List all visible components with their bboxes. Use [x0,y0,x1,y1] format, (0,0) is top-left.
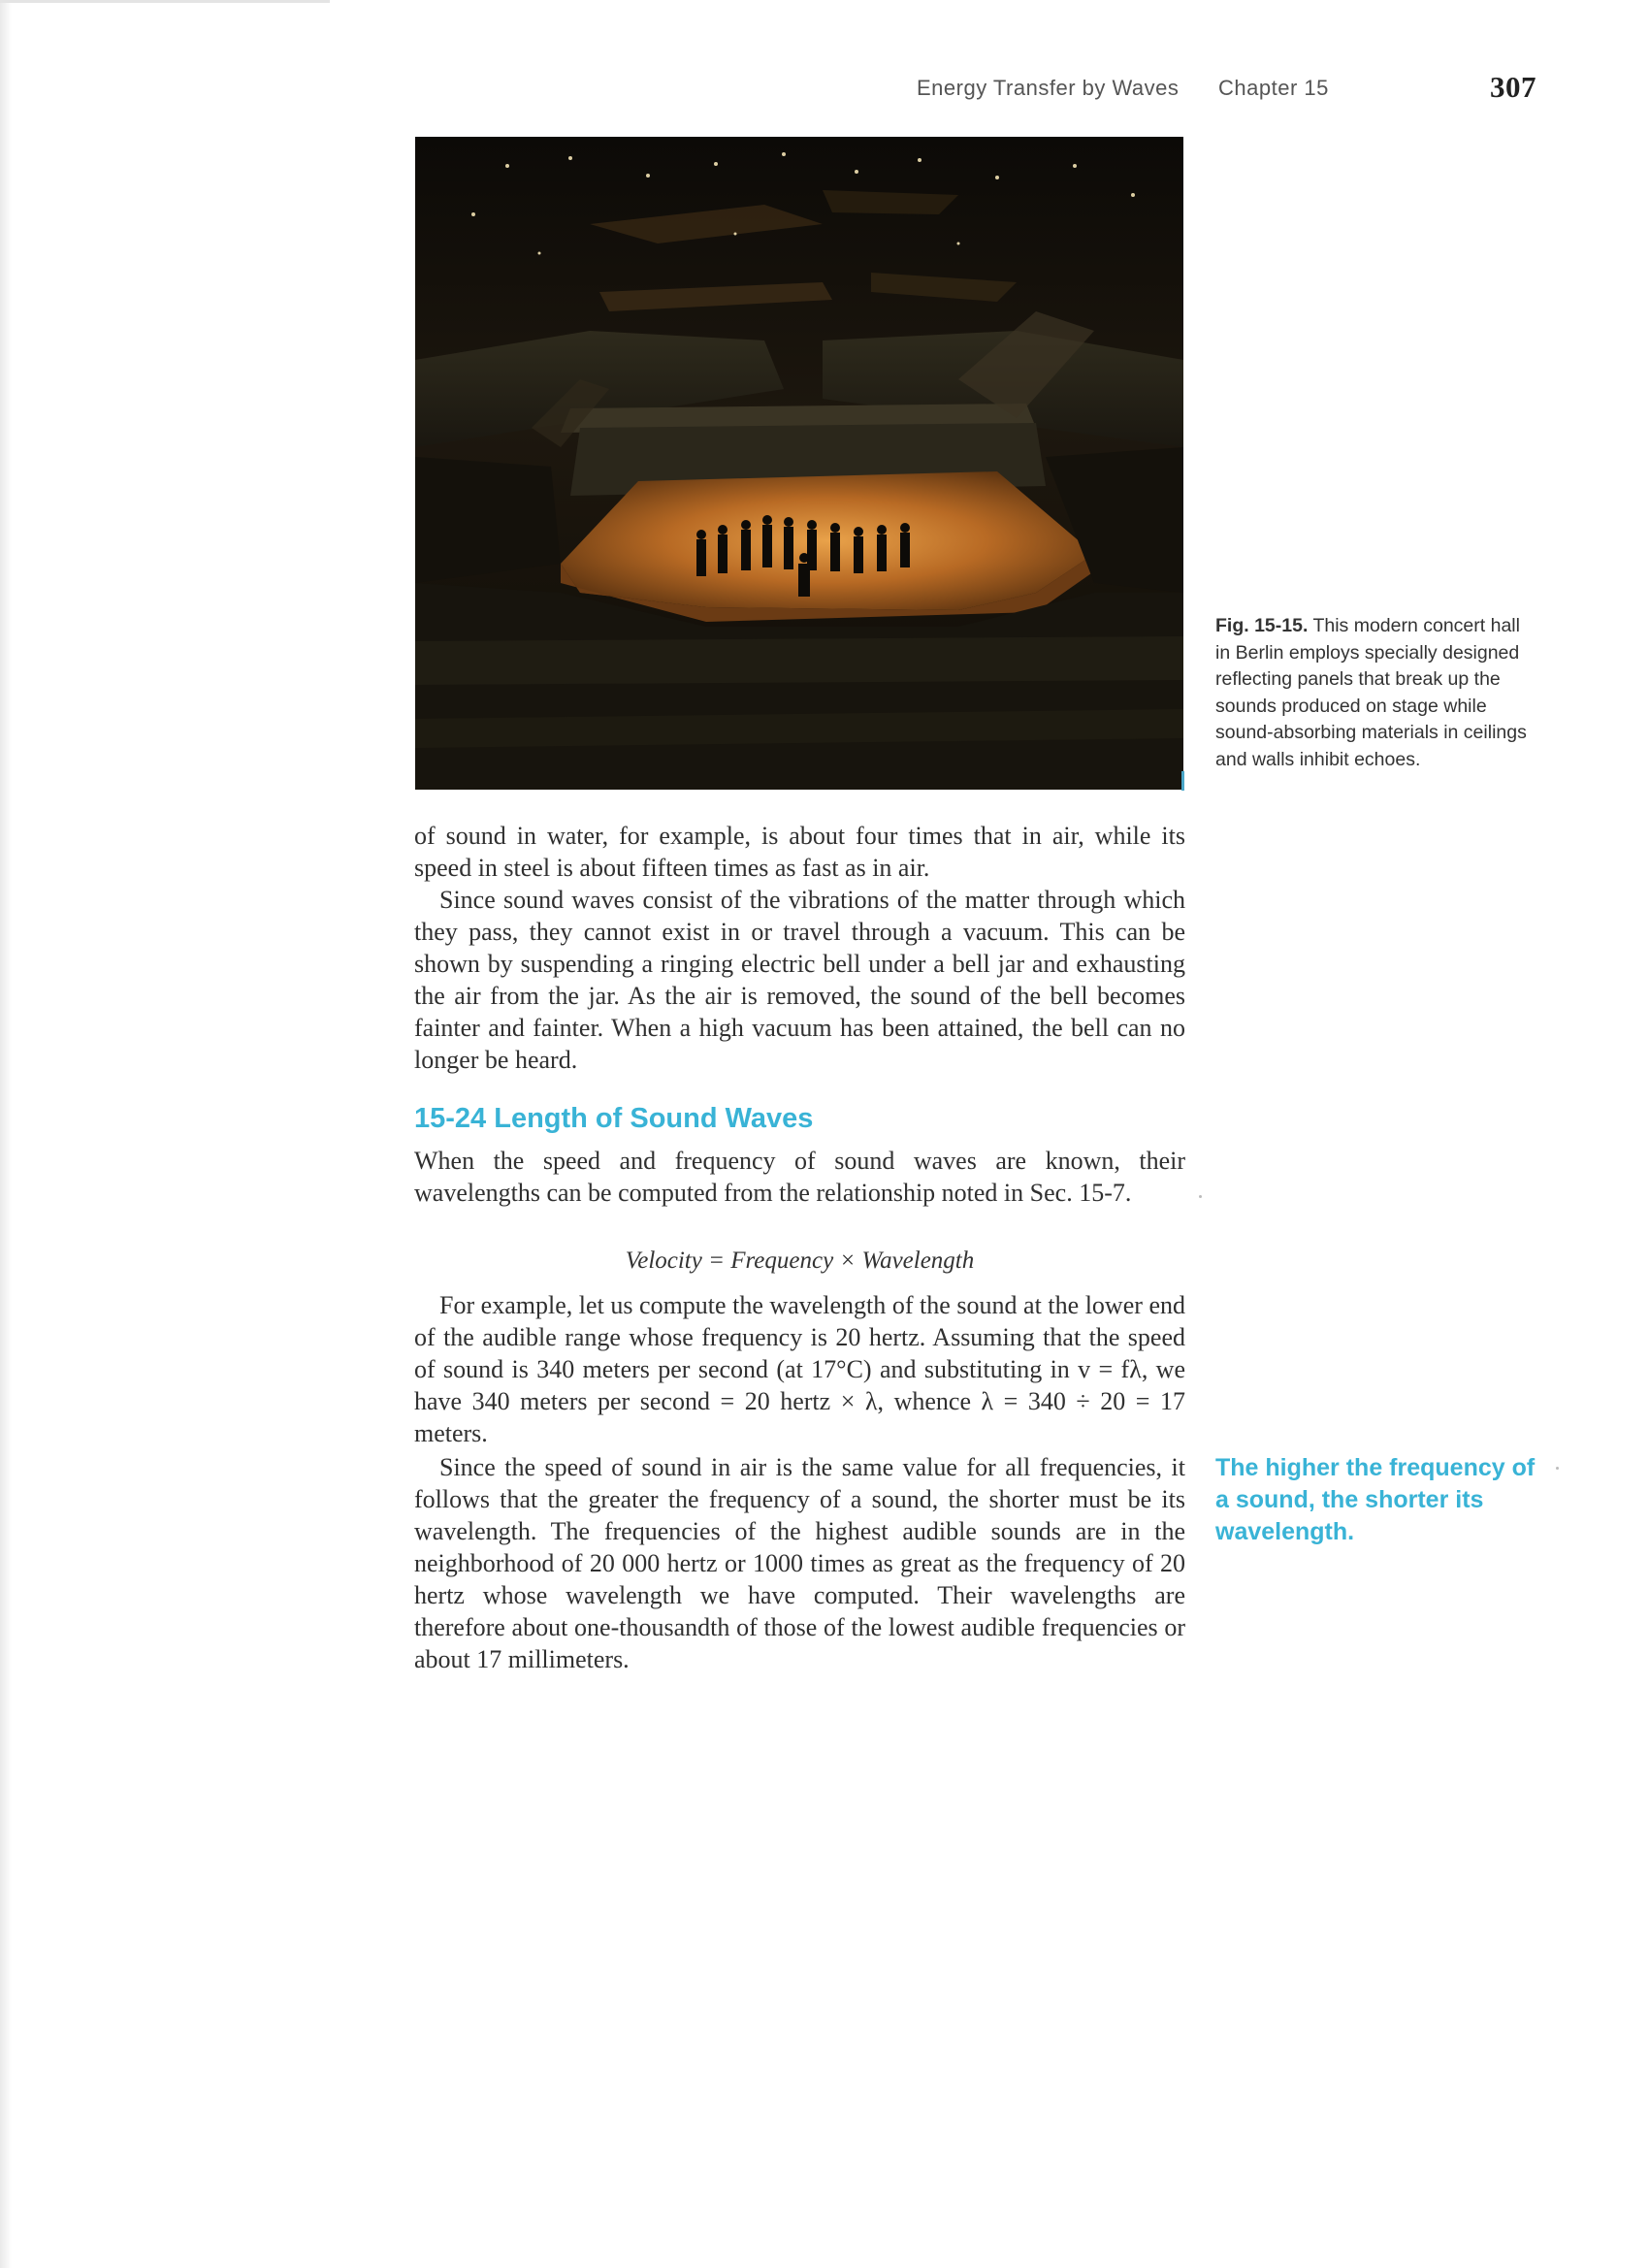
paragraph-4-text: For example, let us compute the wavelength of the sound at the lower end of the audible range whose frequency is 20 hertz. Assuming that the speed of sound is 340 meters per second (at 17°C) and substituting in v = fλ, we have 340 meters per second = 20 hertz × λ, whence λ = 340 ÷ 20 = 17 meters. [414,1291,1185,1447]
running-title: Energy Transfer by Waves [917,76,1180,100]
page-number: 307 [1490,70,1536,104]
paragraph-3-text: When the speed and frequency of sound waves are known, their wavelengths can be computed from the relationship noted in Sec. 15-7. [414,1147,1185,1207]
chapter-label: Chapter 15 [1218,76,1329,100]
concert-hall-photo [415,137,1183,790]
scan-speck [1199,1195,1202,1198]
section-heading: 15-24 Length of Sound Waves [414,1103,814,1134]
scan-page-edge [0,0,12,2268]
paragraph-2-text: Since sound waves consist of the vibrations of the matter through which they pass, they cannot exist in or travel through a vacuum. This can be shown by suspending a ringing electric bell under a bell jar and exhausting the air from the jar. As the air is removed, the sound of the bell becomes fainter and fainter. When a high vacuum has been attained, the bell can no longer be heard. [414,886,1185,1074]
paragraph-intro [414,1145,1185,1209]
paragraph-frequency [414,1451,1185,1675]
scan-top-edge [0,0,330,3]
wave-formula: Velocity = Frequency × Wavelength [625,1247,975,1274]
photo-edge-mark [1181,771,1184,791]
paragraph-5-text: Since the speed of sound in air is the same value for all frequencies, it follows that the greater the frequency of a sound, the shorter must be its wavelength. The frequencies of the highest audible sounds are in the neighborhood of 20 000 hertz or 1000 times as great as the frequency of 20 hertz whose wavelength we have computed. Their wavelengths are therefore about one-thousandth of those of the lowest audible frequencies or about 17 millimeters. [414,1453,1185,1673]
scan-speck [1556,1467,1559,1470]
paragraph-continued [414,820,1185,884]
figure-caption-text: This modern concert hall in Berlin employs specially designed reflecting panels that break up the sounds produced on stage while sound-absorbing materials in ceilings and walls inhibit echoes. [1215,615,1527,770]
paragraph-vacuum [414,884,1185,1076]
figure-caption [1215,613,1536,773]
paragraph-example [414,1289,1185,1449]
paragraph-1-text: of sound in water, for example, is about four times that in air, while its speed in steel is about fifteen times as fast as in air. [414,822,1185,882]
margin-note: The higher the frequency of a sound, the shorter its wavelength. [1215,1454,1536,1545]
running-header [873,72,1552,111]
figure-label: Fig. 15-15. [1215,615,1309,636]
